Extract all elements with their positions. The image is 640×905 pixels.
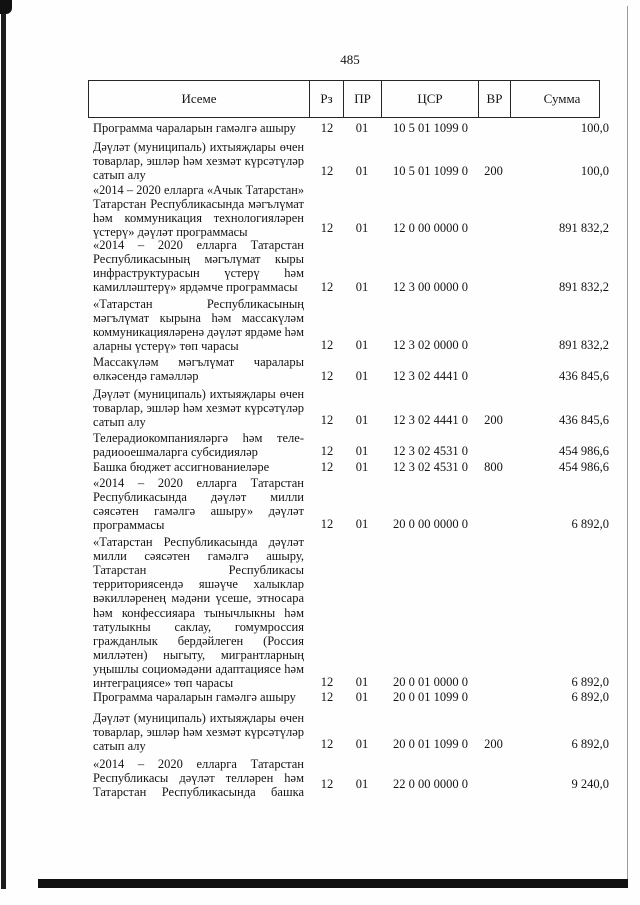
row-description-line: Республикасында дәүләт милли bbox=[93, 490, 304, 505]
csr-cell: 12 3 02 4531 0 bbox=[393, 460, 468, 474]
row-description-line: Программа чараларын гамәлгә ашыру bbox=[93, 690, 296, 704]
row-description-line: Татарстан Республикасында башка bbox=[93, 785, 304, 800]
row-description-line: «2014 – 2020 елларга «Ачык Татарстан» bbox=[93, 183, 304, 197]
row-description-line: Башка бюджет ассигнованиеләре bbox=[93, 460, 270, 474]
row-description-line: үстерү» дәүләт программасы bbox=[93, 225, 248, 240]
row-description-line: Татарстан Республикасында мәгълүмат bbox=[93, 197, 304, 212]
row-description-line: гражданлык бердәйлеген (Россия bbox=[93, 633, 304, 648]
sum-cell: 454 986,6 bbox=[559, 444, 609, 458]
rz-cell: 12 bbox=[320, 737, 334, 751]
header-name-cell: Исеме bbox=[181, 91, 217, 106]
csr-cell: 22 0 00 0000 0 bbox=[393, 777, 468, 791]
row-description-line: өлкәсендә гамәлләр bbox=[93, 369, 199, 384]
csr-cell: 10 5 01 1099 0 bbox=[393, 164, 468, 178]
pr-cell: 01 bbox=[355, 675, 369, 689]
row-description-line: интеграциясе» төп чарасы bbox=[93, 676, 234, 690]
row-description-line: «2014 – 2020 елларга Татарстан bbox=[93, 238, 304, 252]
rz-cell: 12 bbox=[320, 460, 334, 474]
sum-cell: 6 892,0 bbox=[571, 690, 609, 704]
row-description-line: «2014 – 2020 елларга Татарстан bbox=[93, 757, 304, 771]
row-description-line: «Татарстан Республикасының bbox=[93, 297, 304, 311]
csr-cell: 20 0 00 0000 0 bbox=[393, 517, 468, 531]
row-description-line: милли сәясәтен гамәлгә ашыру, bbox=[93, 549, 304, 564]
sum-cell: 6 892,0 bbox=[571, 517, 609, 531]
pr-cell: 01 bbox=[355, 737, 369, 751]
sum-cell: 436 845,6 bbox=[559, 413, 609, 427]
row-description-line: Республикасының мәгълүмат кыры bbox=[93, 252, 304, 267]
row-description-line: территориясендә яшәүче халыклар bbox=[93, 577, 304, 592]
row-description-line: Дәүләт (муниципаль) ихтыяҗлары өчен bbox=[93, 387, 304, 401]
pr-cell: 01 bbox=[355, 280, 369, 294]
sum-cell: 891 832,2 bbox=[559, 221, 609, 235]
rz-cell: 12 bbox=[320, 690, 334, 704]
csr-cell: 10 5 01 1099 0 bbox=[393, 121, 468, 135]
pr-cell: 01 bbox=[355, 777, 369, 791]
csr-cell: 12 3 02 4531 0 bbox=[393, 444, 468, 458]
rz-cell: 12 bbox=[320, 338, 334, 352]
rz-cell: 12 bbox=[320, 164, 334, 178]
rz-cell: 12 bbox=[320, 517, 334, 531]
pr-cell: 01 bbox=[355, 338, 369, 352]
rz-cell: 12 bbox=[320, 369, 334, 383]
vr-cell: 200 bbox=[484, 413, 503, 427]
table-header bbox=[88, 80, 600, 118]
row-description-line: товарлар, эшләр һәм хезмәт күрсәтүләр bbox=[93, 401, 304, 416]
pr-cell: 01 bbox=[355, 121, 369, 135]
csr-cell: 12 3 02 4441 0 bbox=[393, 369, 468, 383]
row-description-line: һәм коммуникация технологияләрен bbox=[93, 211, 304, 226]
pr-cell: 01 bbox=[355, 369, 369, 383]
header-pr-cell: ПР bbox=[343, 81, 381, 117]
row-description-line: сатып алу bbox=[93, 739, 146, 754]
rz-cell: 12 bbox=[320, 221, 334, 235]
row-description-line: сатып алу bbox=[93, 168, 146, 183]
csr-cell: 20 0 01 0000 0 bbox=[393, 675, 468, 689]
rz-cell: 12 bbox=[320, 413, 334, 427]
row-description-line: Республикасы дәүләт телләрен һәм bbox=[93, 771, 304, 786]
pr-cell: 01 bbox=[355, 460, 369, 474]
rz-cell: 12 bbox=[320, 777, 334, 791]
header-sum-cell: Сумма bbox=[510, 81, 599, 117]
csr-cell: 12 3 00 0000 0 bbox=[393, 280, 468, 294]
vr-cell: 800 bbox=[484, 460, 503, 474]
pr-cell: 01 bbox=[355, 164, 369, 178]
row-description-line: коммуникацияләренә дәүләт ярдәме һәм bbox=[93, 325, 304, 340]
scan-edge-right bbox=[627, 6, 628, 880]
row-description-line: милләтен) ныгыту, мигрантларның bbox=[93, 647, 304, 662]
csr-cell: 12 0 00 0000 0 bbox=[393, 221, 468, 235]
pr-cell: 01 bbox=[355, 221, 369, 235]
rz-cell: 12 bbox=[320, 280, 334, 294]
row-description-line: программасы bbox=[93, 518, 165, 533]
row-description-line: товарлар, эшләр һәм хезмәт күрсәтүләр bbox=[93, 725, 304, 740]
sum-cell: 6 892,0 bbox=[571, 737, 609, 751]
header-vr-cell: ВР bbox=[478, 81, 510, 117]
vr-cell: 200 bbox=[484, 737, 503, 751]
row-description-line: сәясәтен гамәлгә ашыру» дәүләт bbox=[93, 504, 304, 519]
row-description-line: һәм конфессияара тынычлыкны һәм bbox=[93, 605, 304, 620]
row-description-line: Программа чараларын гамәлгә ашыру bbox=[93, 121, 296, 135]
csr-cell: 12 3 02 0000 0 bbox=[393, 338, 468, 352]
row-description-line: Татарстан Республикасы bbox=[93, 563, 304, 578]
header-csr-cell: ЦСР bbox=[381, 81, 478, 117]
row-description-line: татулыкны саклау, гомумроссия bbox=[93, 619, 304, 634]
row-description-line: товарлар, эшләр һәм хезмәт күрсәтүләр bbox=[93, 154, 304, 169]
csr-cell: 20 0 01 1099 0 bbox=[393, 690, 468, 704]
rz-cell: 12 bbox=[320, 675, 334, 689]
row-description-line: «2014 – 2020 елларга Татарстан bbox=[93, 476, 304, 490]
row-description-line: Дәүләт (муниципаль) ихтыяҗлары өчен bbox=[93, 140, 304, 154]
sum-cell: 436 845,6 bbox=[559, 369, 609, 383]
sum-cell: 9 240,0 bbox=[571, 777, 609, 791]
rz-cell: 12 bbox=[320, 121, 334, 135]
sum-cell: 100,0 bbox=[580, 164, 609, 178]
row-description-line: уңышлы социомәдәни адаптациясе һәм bbox=[93, 661, 304, 676]
sum-cell: 454 986,6 bbox=[559, 460, 609, 474]
vr-cell: 200 bbox=[484, 164, 503, 178]
scan-corner-mark bbox=[0, 0, 12, 14]
row-description-line: камилләштерү» ярдәмче программасы bbox=[93, 280, 298, 295]
row-description-line: Дәүләт (муниципаль) ихтыяҗлары өчен bbox=[93, 711, 304, 725]
pr-cell: 01 bbox=[355, 517, 369, 531]
row-description-line: вәкилләренең мәдәни үсеше, этносара bbox=[93, 591, 304, 606]
row-description-line: Телерадиокомпанияләргә һәм теле- bbox=[93, 431, 304, 445]
row-description-line: аларны үстерү» төп чарасы bbox=[93, 339, 239, 354]
row-description-line: Массакүләм мәгълүмат чаралары bbox=[93, 355, 304, 369]
pr-cell: 01 bbox=[355, 413, 369, 427]
row-description-line: мәгълүмат кырына һәм массакүләм bbox=[93, 311, 304, 326]
row-description-line: инфраструктурасын үстерү һәм bbox=[93, 266, 304, 281]
sum-cell: 891 832,2 bbox=[559, 338, 609, 352]
pr-cell: 01 bbox=[355, 690, 369, 704]
rz-cell: 12 bbox=[320, 444, 334, 458]
row-description-line: «Татарстан Республикасында дәүләт bbox=[93, 535, 304, 549]
page-number: 485 bbox=[340, 52, 360, 67]
csr-cell: 12 3 02 4441 0 bbox=[393, 413, 468, 427]
row-description-line: радиооешмаларга субсидияләр bbox=[93, 445, 258, 460]
header-rz-cell: Рз bbox=[309, 81, 343, 117]
sum-cell: 100,0 bbox=[580, 121, 609, 135]
row-description-line: сатып алу bbox=[93, 415, 146, 430]
scan-edge-left bbox=[1, 0, 6, 889]
sum-cell: 891 832,2 bbox=[559, 280, 609, 294]
csr-cell: 20 0 01 1099 0 bbox=[393, 737, 468, 751]
scan-edge-bottom bbox=[38, 879, 628, 888]
sum-cell: 6 892,0 bbox=[571, 675, 609, 689]
pr-cell: 01 bbox=[355, 444, 369, 458]
